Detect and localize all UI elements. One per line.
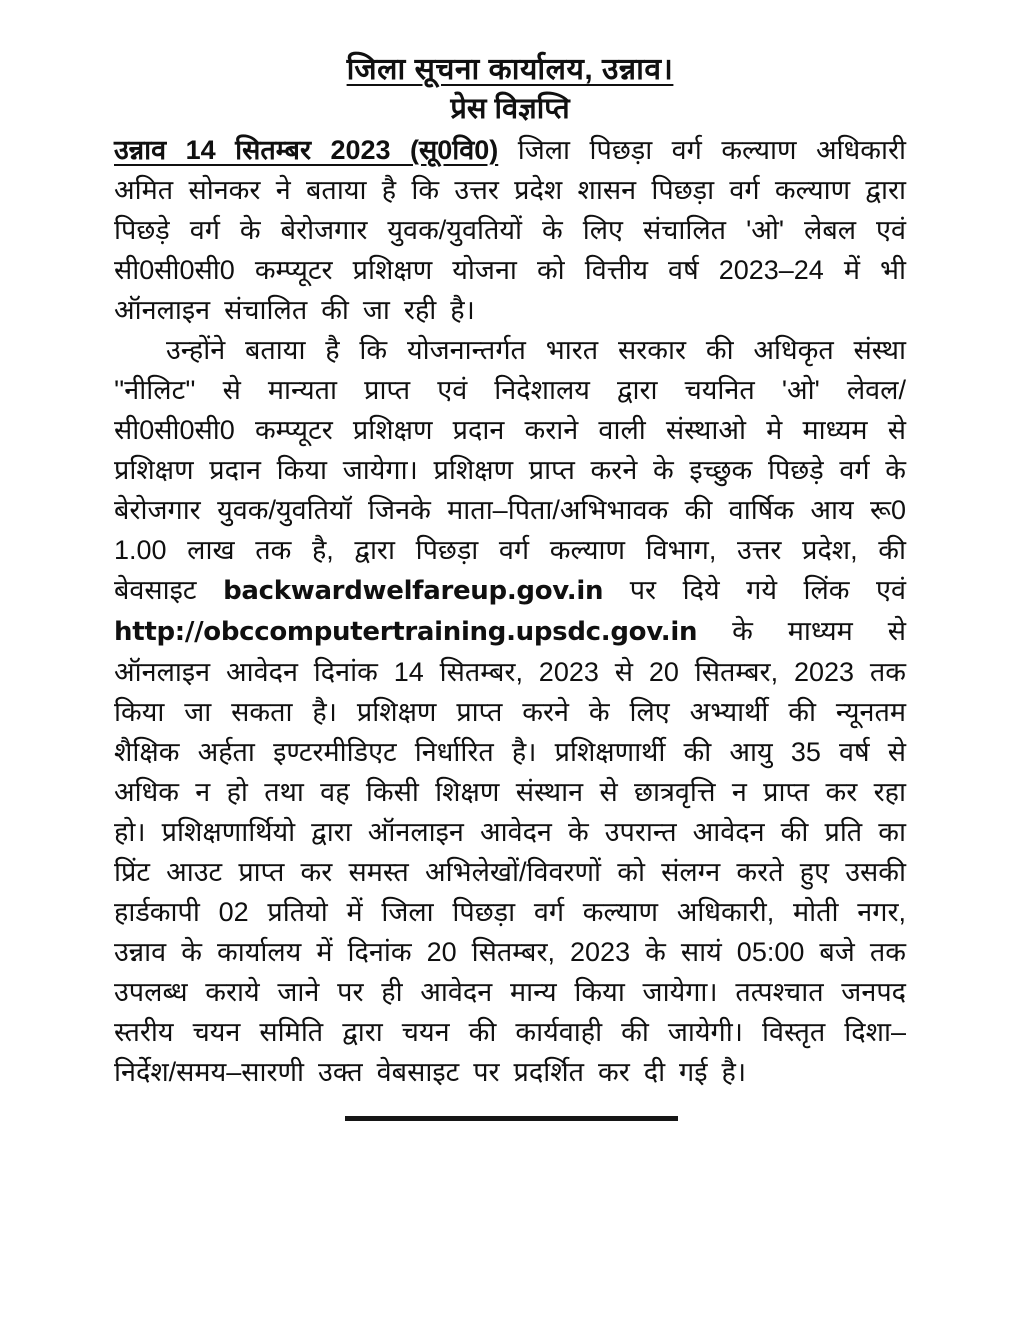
document-title xyxy=(114,50,906,90)
dateline: उन्नाव 14 सितम्बर 2023 (सू0वि0) xyxy=(114,135,499,165)
document-title-text: जिला सूचना कार्यालय, उन्नाव। xyxy=(346,53,674,86)
paragraph-2 xyxy=(114,330,906,1092)
document-subtitle-text: प्रेस विज्ञप्ति xyxy=(450,93,570,125)
paragraph-2-text-before-url1: उन्होंने बताया है कि योजनान्तर्गत भारत सरकार की अधिकृत संस्था ''नीलिट'' से मान्यता प्राप्त एवं निदेशालय द्वारा चयनित 'ओ' लेवल/सी0सी0सी0 कम्प्यूटर प्रशिक्षण प्रदान कराने वाली संस्थाओ मे माध्यम से प्रशिक्षण प्रदान किया जायेगा। प्रशिक्षण प्राप्त करने के इच्छुक पिछड़े वर्ग के बेरोजगार युवक/युवतियॉ जिनके माता–पिता/अभिभावक की वार्षिक आय रू0 1.00 लाख तक है, द्वारा पिछड़ा वर्ग कल्याण विभाग, उत्तर प्रदेश, की बेवसाइट xyxy=(114,335,906,605)
paragraph-2-text-between-urls: पर दिये गये लिंक एवं xyxy=(629,575,906,605)
website-url-obccomputertraining: http://obccomputertraining.upsdc.gov.in xyxy=(114,617,698,647)
website-url-backwardwelfareup: backwardwelfareup.gov.in xyxy=(223,576,604,606)
paragraph-2-text-after-url2: के माध्यम से ऑनलाइन आवेदन दिनांक 14 सितम्बर, 2023 से 20 सितम्बर, 2023 तक किया जा सकता है। प्रशिक्षण प्राप्त करने के लिए अभ्यार्थी की न्यूनतम शैक्षिक अर्हता इण्टरमीडिएट निर्धारित है। प्रशिक्षणार्थी की आयु 35 वर्ष से अधिक न हो तथा वह किसी शिक्षण संस्थान से छात्रवृत्ति न प्राप्त कर रहा हो। प्रशिक्षणार्थियो द्वारा ऑनलाइन आवेदन के उपरान्त आवेदन की प्रति का प्रिंट आउट प्राप्त कर समस्त अभिलेखों/विवरणों को संलग्न करते हुए उसकी हार्डकापी 02 प्रतियो में जिला पिछड़ा वर्ग कल्याण अधिकारी, मोती नगर, उन्नाव के कार्यालय में दिनांक 20 सितम्बर, 2023 के सायं 05:00 बजे तक उपलब्ध कराये जाने पर ही आवेदन मान्य किया जायेगा। तत्पश्चात जनपद स्तरीय चयन समिति द्वारा चयन की कार्यवाही की जायेगी। विस्तृत दिशा–निर्देश/समय–सारणी उक्त वेबसाइट पर प्रदर्शित कर दी गई है। xyxy=(114,616,906,1087)
paragraph-1 xyxy=(114,130,906,330)
document-subtitle xyxy=(114,90,906,128)
paragraph-1-text: जिला पिछड़ा वर्ग कल्याण अधिकारी अमित सोनकर ने बताया है कि उत्तर प्रदेश शासन पिछड़ा वर्ग कल्याण द्वारा पिछड़े वर्ग के बेरोजगार युवक/युवतियों के लिए संचालित 'ओ' लेबल एवं सी0सी0सी0 कम्प्यूटर प्रशिक्षण योजना को वित्तीय वर्ष 2023–24 में भी ऑनलाइन संचालित की जा रही है। xyxy=(114,135,907,325)
end-separator-line xyxy=(345,1116,678,1121)
